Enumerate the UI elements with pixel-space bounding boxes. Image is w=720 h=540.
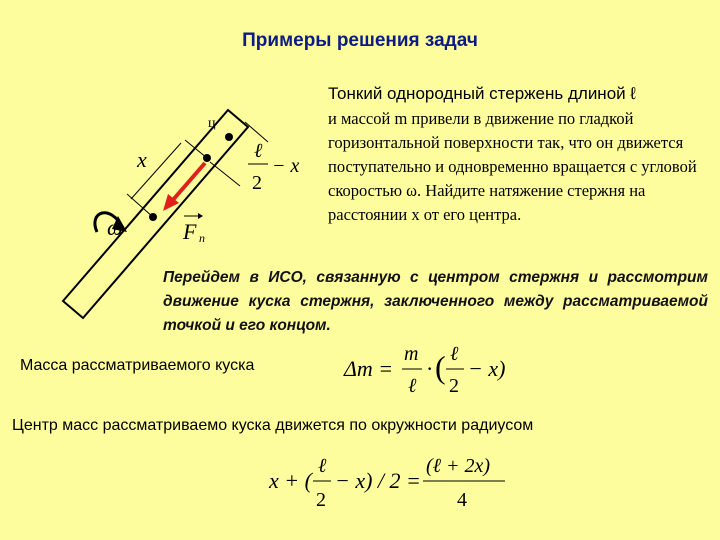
cm-l-num: ℓ bbox=[318, 455, 327, 477]
cm-lhs: x + ( bbox=[269, 468, 312, 493]
center-label: ц bbox=[208, 116, 216, 131]
fig-minus-x: − x bbox=[272, 155, 300, 177]
omega-label: ω bbox=[107, 215, 123, 240]
mass-label: Масса рассматриваемого куска bbox=[20, 357, 255, 374]
dim-tick-end bbox=[245, 122, 268, 142]
mass-two-den: 2 bbox=[449, 375, 459, 397]
problem-line1: Тонкий однородный стержень длиной ℓ bbox=[328, 84, 636, 103]
cm-label: Центр масс рассматриваемо куска движется по окружности радиусом bbox=[12, 417, 534, 434]
fig-frac-num: ℓ bbox=[254, 140, 263, 162]
cm-two-den: 2 bbox=[316, 489, 326, 511]
force-label: F bbox=[183, 219, 197, 244]
cm-rhs-num: (ℓ + 2x) bbox=[426, 455, 491, 477]
page-title: Примеры решения задач bbox=[242, 30, 478, 51]
end-point bbox=[225, 133, 233, 141]
force-vector-head bbox=[198, 213, 203, 219]
mass-lhs: Δm = bbox=[344, 356, 394, 381]
mass-open-paren: ( bbox=[435, 349, 446, 385]
cm-rhs-den: 4 bbox=[457, 489, 467, 511]
fig-frac-den: 2 bbox=[252, 172, 262, 194]
cm-formula bbox=[265, 450, 525, 520]
mass-m-num: m bbox=[404, 343, 419, 365]
problem-rest: и массой m привели в движение по гладкой горизонтальной поверхности так, что он движется поступательно и одновременно вращается с угловой скоростью ω. Найдите натяжение стержня на расстоянии x от его центра. bbox=[328, 109, 697, 224]
cm-mid: − x) / 2 = bbox=[335, 468, 421, 493]
mass-formula bbox=[340, 338, 540, 400]
x-label: x bbox=[137, 147, 147, 172]
method-paragraph: Перейдем в ИСО, связанную с центром стержня и рассмотрим движение куска стержня, заключенного между рассматриваемой точкой и его концом. bbox=[163, 269, 708, 334]
force-subscript: n bbox=[199, 231, 205, 245]
mass-minus-x: − x) bbox=[468, 356, 506, 381]
mass-l-num: ℓ bbox=[450, 343, 459, 365]
mass-dot: · bbox=[426, 356, 434, 381]
problem-statement bbox=[328, 82, 720, 227]
dim-tick-center2 bbox=[210, 162, 240, 186]
mass-l-den: ℓ bbox=[408, 375, 417, 397]
